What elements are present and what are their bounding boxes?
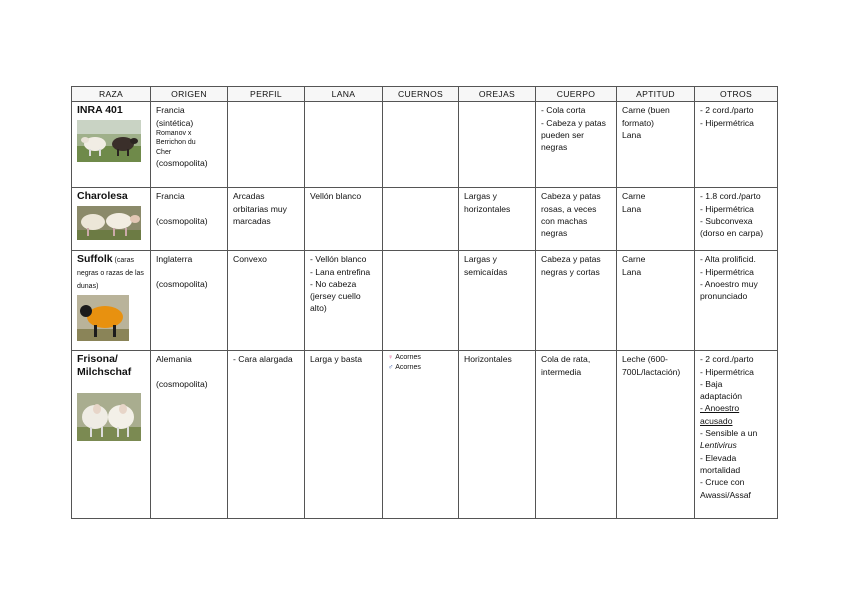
header-lana: LANA [305,87,383,102]
sheep-photo [77,206,141,240]
cell-aptitud: Leche (600- 700L/lactación) [617,351,695,519]
header-cuernos: CUERNOS [383,87,459,102]
cell-perfil: - Cara alargada [228,351,305,519]
table-row [72,251,778,351]
cell-cuernos: ♀ Acornes ♂ Acornes [383,351,459,519]
sheep-photo [77,393,141,441]
cell-origen: Alemania (cosmopolita) [151,351,228,519]
cell-origen: Francia (cosmopolita) [151,188,228,251]
cell-cuernos [383,251,459,351]
cell-raza [72,351,151,519]
table-row [72,102,778,188]
cell-orejas: Largas y semicaídas [459,251,536,351]
sheep-photo [77,295,129,341]
breed-name: Frisona/ Milchschaf [77,353,132,379]
table-row [72,351,778,519]
cell-raza [72,102,151,188]
cell-orejas [459,102,536,188]
header-orejas: OREJAS [459,87,536,102]
header-origen: ORIGEN [151,87,228,102]
cell-lana [305,102,383,188]
cell-perfil: Convexo [228,251,305,351]
breed-name: Suffolk (caras negras o razas de las dunas) [77,253,144,291]
sheep-photo [77,120,141,162]
male-symbol-icon: ♂ [388,363,394,371]
header-perfil: PERFIL [228,87,305,102]
cell-raza [72,188,151,251]
cell-cuerpo: Cola de rata, intermedia [536,351,617,519]
header-otros: OTROS [695,87,778,102]
breed-subtitle: (caras negras o razas de las dunas) [77,257,144,291]
cell-orejas: Largas y horizontales [459,188,536,251]
breed-name: Charolesa [77,190,128,203]
cell-perfil: Arcadas orbitarias muy marcadas [228,188,305,251]
cell-cuernos [383,188,459,251]
cell-origen: Francia (sintética) Romanov x Berrichon du Cher (cosmopolita) [151,102,228,188]
cell-otros: - 2 cord./parto - Hipermétrica [695,102,778,188]
cell-lana: Larga y basta [305,351,383,519]
cell-orejas: Horizontales [459,351,536,519]
table-row [72,188,778,251]
cell-cuerpo: Cabeza y patas negras y cortas [536,251,617,351]
cell-lana: Vellón blanco [305,188,383,251]
cell-cuerpo: - Cola corta - Cabeza y patas pueden ser negras [536,102,617,188]
cell-aptitud: Carne (buen formato) Lana [617,102,695,188]
header-raza: RAZA [72,87,151,102]
cell-raza [72,251,151,351]
female-symbol-icon: ♀ [388,354,394,362]
cell-otros: - Alta prolificid. - Hipermétrica - Anoestro muy pronunciado [695,251,778,351]
cell-lana: - Vellón blanco - Lana entrefina - No cabeza (jersey cuello alto) [305,251,383,351]
breeds-table [71,86,778,519]
cell-otros: - 1.8 cord./parto - Hipermétrica - Subconvexa (dorso en carpa) [695,188,778,251]
header-aptitud: APTITUD [617,87,695,102]
header-row [72,87,778,102]
cell-perfil [228,102,305,188]
cell-aptitud: Carne Lana [617,251,695,351]
breed-name: INRA 401 [77,104,123,117]
cell-cuerpo: Cabeza y patas rosas, a veces con machas negras [536,188,617,251]
cell-cuernos [383,102,459,188]
cell-origen: Inglaterra (cosmopolita) [151,251,228,351]
cell-aptitud: Carne Lana [617,188,695,251]
header-cuerpo: CUERPO [536,87,617,102]
cell-otros: - 2 cord./parto - Hipermétrica - Baja adaptación - Anoestro acusado - Sensible a un Lentivirus - Elevada mortalidad - Cruce con Awassi/Assaf [695,351,778,519]
